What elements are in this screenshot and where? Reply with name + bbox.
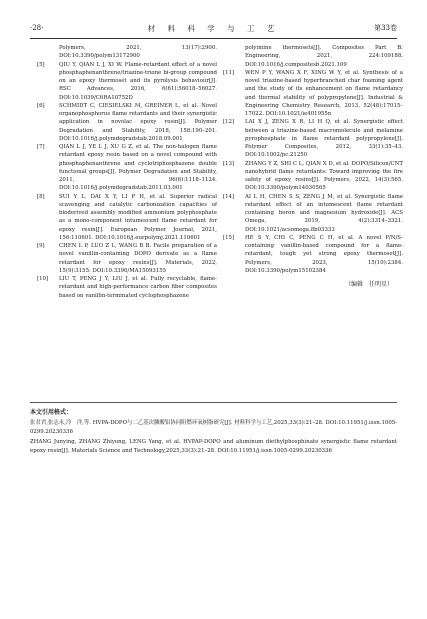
- reference-text: SCHMIDT C, CIESIELSKI M, GREINER L, et al. Novel organophosphorus flame retardants and their synergistic application in novolac epoxy resin[J]. Polymer Degradation and Stability, 2018, 158:190–201. DOI:10.1016/j.polymdegradstab.2018.09.001: [59, 102, 217, 142]
- reference-number: [9]: [37, 243, 45, 249]
- reference-item: [223, 118, 403, 159]
- journal-title: 材 料 科 学 与 工 艺: [147, 23, 280, 33]
- reference-item: [37, 242, 217, 275]
- page-header: [30, 20, 397, 36]
- reference-text: WEN P Y, WANG X F, XING W Y, et al. Synthesis of a novel triazine-based hyperbranched char foaming agent and the study of its enhancement on flame retardancy and thermal stability of polypropylene[J]. Industrial & Engineering Chemistry Research, 2013, 52(48):17015–17022. DOI:10.1021/ie401955n: [245, 69, 403, 117]
- reference-column-right: [223, 44, 403, 289]
- reference-text: QIU Y, QIAN L J, XI W. Flame-retardant effect of a novel phosphaphenanthrene/triazine-trione bi-group compound on an epoxy thermoset and its pyrolysis behaviour[J]. RSC Advances, 2016, 6(61):56018–56027. DOI:10.1039/C6RA10752D: [59, 61, 217, 101]
- reference-number: [7]: [37, 144, 45, 150]
- editor-note: （编辑 任明星）: [344, 281, 393, 288]
- reference-item: [223, 193, 403, 234]
- reference-number: [6]: [37, 102, 45, 109]
- reference-text: SUI Y L, DAI X Y, LI P H, et al. Superior radical scavenging and catalytic carbonization capacities of bioderived assembly modified ammonium polyphosphate as a mono-component intumescent flame retardant for epoxy resin[J]. European Polymer Journal, 2021, 156:110601. DOI:10.1016/j.eurpolymj.2021.110601: [59, 193, 217, 241]
- reference-number: [13]: [223, 160, 235, 167]
- reference-list-right: [223, 69, 403, 275]
- reference-item: [223, 234, 403, 275]
- reference-item: [223, 69, 403, 119]
- reference-number: [5]: [37, 61, 45, 68]
- page-number: ·28·: [30, 24, 44, 32]
- citation-title: 本文引用格式：: [30, 409, 73, 416]
- reference-number: [11]: [223, 69, 235, 76]
- reference-column-left: [37, 44, 217, 300]
- reference-text: ZHANG Y Z, SHI C L, QIAN X D, et al. DOPO/Silicon/CNT nanohybrid flame retardants: Toward improving the fire safety of epoxy resins[J]. Polymers, 2022, 14(3):565. DOI:10.3390/polym14030565: [245, 160, 403, 192]
- reference-text: QIAN L J, YE L J, XU G Z, et al. The non-halogen flame retardant epoxy resin based on a novel compound with phosphaphenanthrene and cyclotriphosphazene double functional groups[J]. Polymer Degradation and Stability, 2011, 96(6):1118–1124. DOI:10.1016/j.polymdegradstab.2011.03.001: [59, 144, 217, 192]
- reference-number: [10]: [37, 276, 49, 282]
- reference-text: CHEN L P, LUO Z L, WANG B B. Facile preparation of a novel vanillin-containing DOPO derivate as a flame retardant for epoxy resins[J]. Materials, 2022, 15(9):3155. DOI:10.3390/MA15093155: [59, 243, 217, 274]
- citation-rule: [30, 402, 397, 403]
- reference-item: [223, 160, 403, 193]
- reference-text: LAI X J, ZENG X R, LI H Q, et al. Synergistic effect between a triazine-based macromolecule and melamine pyrophosphate in flame retardant polypropylene[J]. Polymer Composites, 2012, 33(1):35–43. DOI:10.1002/pc.21250: [245, 119, 403, 159]
- reference-text: HE S Y, CHI C, PENG C H, et al. A novel P/N/S-containing vanillin-based compound for a flame-retardant, tough yet strong epoxy thermoset[J]. Polymers, 2023, 15(10):2384. DOI:10.3390/polym15102384: [245, 234, 403, 274]
- citation-chinese: 张君君,张志永,冷 洋,等. HVPA-DOPO与二乙基次膦酸铝协同阻燃环氧树脂研究[J]. 材料科学与工艺,2025,33(3):21–28. DOI:10.11951/j.issn.1005-0299.20230336: [30, 419, 397, 435]
- reference-item: [37, 275, 217, 300]
- citation-english: ZHANG Junying, ZHANG Zhiyong, LENG Yang, et al. HVPAP-DOPO and aluminum diethylphosphinate synergistic flame retardant epoxy resin[J]. Materials Science and Technology,2025,33(3):21–28. DOI:10.11951/j.issn.1005-0299.20230336: [30, 438, 397, 454]
- reference-text: AI L H, CHEN S S, ZENG J M, et al. Synergistic flame retardant effect of an intumescent flame retardant containing boron and magnesium hydroxide[J]. ACS Omega, 2019, 4(2):3314–3321. DOI:10.1021/acsomega.8b03333: [245, 193, 403, 233]
- reference-number: [8]: [37, 193, 45, 200]
- volume-number: 第33卷: [374, 24, 397, 32]
- reference-number: [15]: [223, 234, 235, 241]
- reference-continuation: polyimine thermosets[J]. Composites Part B: Engineering, 2021, 224:109188. DOI:10.1016/j.compositesb.2021.109: [245, 45, 403, 68]
- reference-item: [37, 143, 217, 193]
- reference-number: [12]: [223, 119, 235, 126]
- citation-block: [30, 408, 397, 457]
- header-rule: [30, 38, 397, 39]
- reference-list-left: [37, 61, 217, 300]
- reference-item: [37, 193, 217, 243]
- reference-item: [37, 102, 217, 143]
- reference-continuation: Polymers, 2021, 13(17):2900. DOI:10.3390/polym13172900: [59, 45, 217, 60]
- reference-item: [37, 61, 217, 102]
- reference-number: [14]: [223, 193, 235, 200]
- reference-text: LIU T, PENG J Y, LIU J, et al. Fully recyclable, flame-retardant and high-performance carbon fiber composites based on vanillin-terminated cyclophosphazene: [59, 276, 217, 299]
